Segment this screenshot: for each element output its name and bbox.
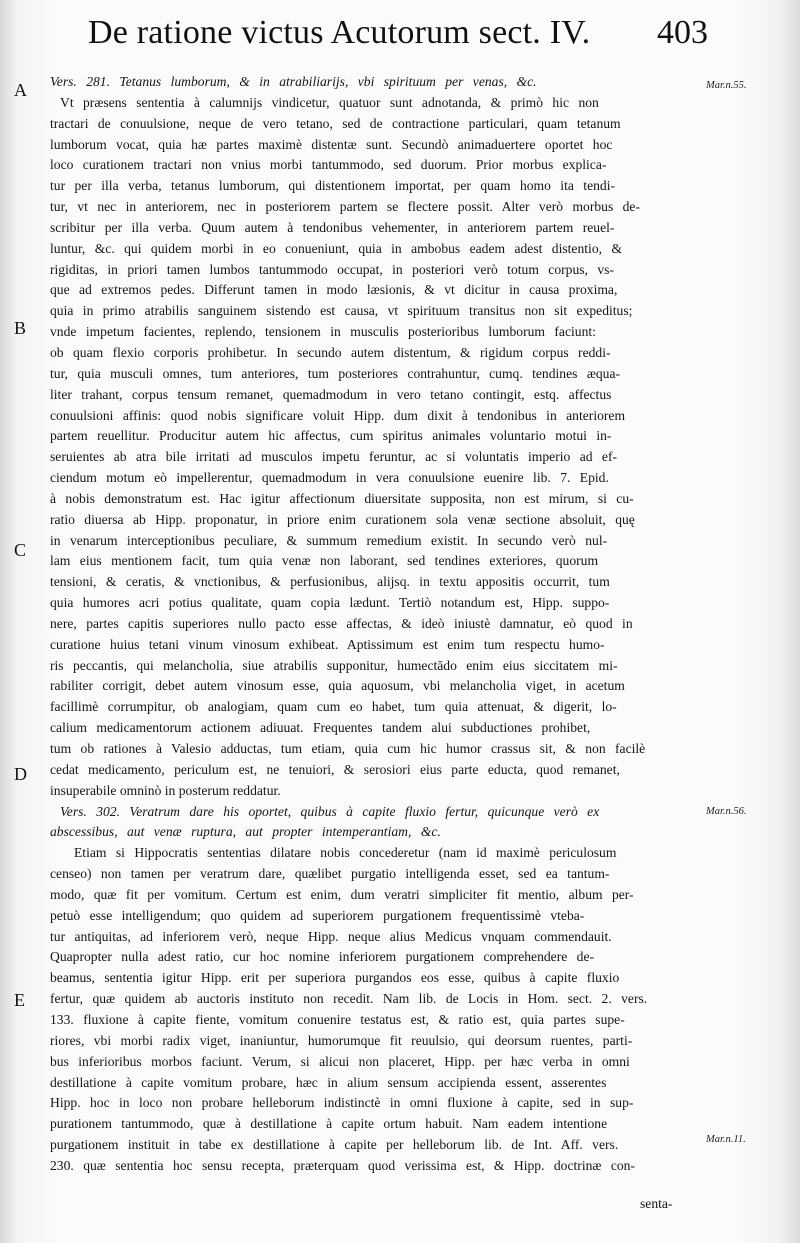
text-line: partem reuellitur. Producitur autem hic affectus, cum spiritus animales voluntario motui in- — [50, 428, 612, 444]
text-line: beamus, sententia igitur Hipp. erit per superiora purgandos eos esse, quibus à capite fluxio — [50, 970, 620, 986]
text-line: à nobis demonstratum est. Hac igitur affectionum diuersitate supposita, non est mirum, si cu- — [50, 490, 634, 506]
margin-letter-d: D — [14, 764, 27, 784]
text-line: loco curationem tractari non vnius morbi tantummodo, sed duorum. Prior morbus explica- — [50, 157, 607, 173]
text-line: tractari de conuulsione, neque de vero tetano, sed de contractione particulari, quam tetanum — [50, 115, 621, 131]
text-line: rigiditas, in priori tamen lumbos tantummodo occupat, in posteriori verò totum corpus, vs- — [50, 261, 614, 277]
margin-letter-c: C — [14, 540, 27, 560]
text-line: 133. fluxione à capite fiente, vomitum conuenire testatus est, & ratio est, quia partes supe- — [50, 1011, 625, 1027]
text-line: ob quam flexio corporis prohibetur. In secundo autem distentum, & rigidum corpus reddi- — [50, 344, 611, 360]
text-line: liter trahant, corpus tensum remanet, quemadmodum in vero tetano contingit, estq. affectus — [50, 386, 612, 402]
text-line: Vers. 302. Veratrum dare his oportet, quibus à capite fluxio fertur, quicunque verò ex — [60, 803, 600, 819]
text-line: conuulsioni affinis: quod nobis significare voluit Hipp. dum dixit à tendonibus in anteriorem — [50, 407, 626, 423]
verse-heading-281 — [50, 72, 700, 93]
text-line: nere, partes capitis superiores nullo pacto esse affectas, & ideò iniustè damnatur, eò quod in — [50, 615, 633, 631]
text-line: curatione huius tetani vinum vinosum exhibeat. Aptissimum est enim tum respectu humo- — [50, 636, 605, 652]
margin-letter-b: B — [14, 318, 27, 338]
running-head — [88, 14, 708, 62]
text-line: Quapropter nulla adest ratio, cur hoc nomine inferiorem purgationem comprehendere de- — [50, 949, 595, 965]
text-line: facillimè corrumpitur, ob analogiam, quam cum eo habet, tum quia attenuat, & digerit, lo- — [50, 699, 617, 715]
text-line: lumborum vocat, quia hæ partes maximè distentæ sunt. Secundò animaduertere oportet hoc — [50, 136, 613, 152]
margin-letter-e: E — [14, 990, 25, 1010]
catchword: senta- — [640, 1196, 673, 1211]
page-number: 403 — [657, 14, 708, 51]
text-line: scribitur per illa verba. Quum autem à tendonibus vehementer, in anteriorem partem reuel- — [50, 219, 615, 235]
text-line: que ad extremos pedes. Differunt tamen in modo læsionis, & vt dicitur in causa proxima, — [50, 282, 618, 298]
text-line: fertur, quæ quidem ab auctoris instituto non recedit. Nam lib. de Locis in Hom. sect. 2. vers. — [50, 991, 648, 1007]
text-line: purationem tantummodo, quæ à destillatione à capite ortum habuit. Nam eadem intentione — [50, 1116, 608, 1132]
text-line: petuò esse intelligendum; quo quidem ad superiorem purgationem frequentissimè vteba- — [50, 907, 585, 923]
text-line: rabiliter corrigit, debet autem vinosum esse, quia aquosum, vbi melancholia viget, in acetum — [50, 678, 625, 694]
text-line: ciendum motum eò impellerentur, quemadmodum in vera conuulsione euenire lib. 7. Epid. — [50, 470, 609, 486]
text-line: quia humores acri potius qualitate, quam copia lædunt. Tertiò notandum est, Hipp. suppo- — [50, 595, 610, 611]
verse-heading-302 — [50, 802, 700, 844]
text-line: insuperabile omninò in posterum reddatur. — [50, 782, 281, 798]
text-line: Vers. 281. Tetanus lumborum, & in atrabiliarijs, vbi spirituum per venas, &c. — [50, 74, 537, 89]
running-title: De ratione victus Acutorum sect. IV. — [88, 14, 591, 51]
text-line: luntur, &c. qui quidem morbi in eo conueniunt, quia in ambobus eadem adest distentio, & — [50, 240, 622, 256]
text-line: abscessibus, aut venæ ruptura, aut propter intemperantiam, &c. — [50, 824, 441, 840]
text-line: tur, quia musculi omnes, tum anteriores, tum posteriores contrahuntur, cumq. tendines æqua- — [50, 365, 621, 381]
text-line: Etiam si Hippocratis sententias dilatare nobis concederetur (nam id maximè periculosum — [74, 845, 617, 861]
text-line: 230. quæ sententia hoc sensu recepta, præterquam quod verissima est, & Hipp. doctrinæ con- — [50, 1157, 636, 1173]
margin-letter-a: A — [14, 80, 27, 100]
text-line: cedat medicamento, periculum est, ne tenuiori, & serosiori eius parte educta, quod remanet, — [50, 761, 620, 777]
text-line: calium medicamentorum actionem adiuuat. Frequentes tandem alui subductiones prohibet, — [50, 720, 591, 736]
text-line: tum ob rationes à Valesio adductas, tum etiam, quia cum hic humor crassus sit, & non facilè — [50, 741, 646, 756]
text-line: Hipp. hoc in loco non probare helleborum indistinctè in omni fluxione à capite, sed in sup- — [50, 1095, 634, 1111]
text-line: tur per illa verba, tetanus lumborum, qui distentionem importat, per quam homo ita tendi- — [50, 178, 615, 194]
text-line: ris peccantis, qui melancholia, siue atrabilis supponitur, humectādo enim eius siccitatem mi- — [50, 657, 618, 673]
side-note-2: Mar.n.56. — [706, 806, 747, 817]
text-line: purgationem instituit in tabe ex destillatione à capite per helleborum lib. de Int. Aff. vers. — [50, 1137, 619, 1153]
text-line: tur antiquitas, ad inferiorem verò, neque Hipp. neque alius Medicus vnquam commendauit. — [50, 928, 612, 944]
text-line: ratio diuersa ab Hipp. proponatur, in priore enim curationem sola venæ sectione absoluit, quę — [50, 511, 635, 527]
text-line: censeo) non tamen per veratrum dare, quælibet purgatio intelligenda esset, sed ea tantum- — [50, 866, 610, 882]
commentary-paragraph-1 — [50, 93, 700, 802]
side-note-1: Mar.n.55. — [706, 80, 747, 91]
text-line: seruientes ab atra bile irritati ad musculos impetu feruntur, ac si voluntatis imperio ad ef- — [50, 449, 618, 465]
text-line: bus inferioribus morbos faciunt. Verum, si alicui non placeret, Hipp. per hæc verba in omni — [50, 1053, 630, 1069]
text-line: tensioni, & ceratis, & vnctionibus, & perfusionibus, alijsq. in textu appositis occurrit, tum — [50, 574, 610, 590]
commentary-paragraph-2 — [50, 843, 700, 1177]
side-note-3: Mar.n.11. — [706, 1134, 746, 1145]
text-line: in venarum interceptionibus peculiare, & summum remedium existit. In secundo verò nul- — [50, 532, 608, 548]
text-line: lam eius mentionem facit, tum quia venæ non laborant, sed tendines exteriores, quorum — [50, 553, 599, 569]
text-line: tur, vt nec in anteriorem, nec in posteriorem partem se flectere possit. Alter verò morbus de- — [50, 199, 640, 215]
text-line: riores, vbi morbi radix viget, inaniuntur, humorumque fit reuulsio, qui deorsum ruentes, parti- — [50, 1032, 633, 1048]
text-line: quia in primo atrabilis sanguinem sistendo est causa, vt spirituum transitus non sit expeditus; — [50, 303, 633, 319]
body-text — [50, 72, 700, 1177]
text-line: vnde impetum facientes, replendo, tensionem in musculis posterioribus lumborum faciunt: — [50, 324, 596, 340]
text-line: destillatione à capite vomitum probare, hæc in alium sensum accipienda essent, asserentes — [50, 1074, 607, 1090]
text-line: modo, quæ fit per vomitum. Certum est enim, dum veratri simpliciter fit mentio, album per- — [50, 886, 634, 902]
text-line: Vt præsens sententia à calumnijs vindicetur, quatuor sunt adnotanda, & primò hic non — [60, 94, 599, 110]
